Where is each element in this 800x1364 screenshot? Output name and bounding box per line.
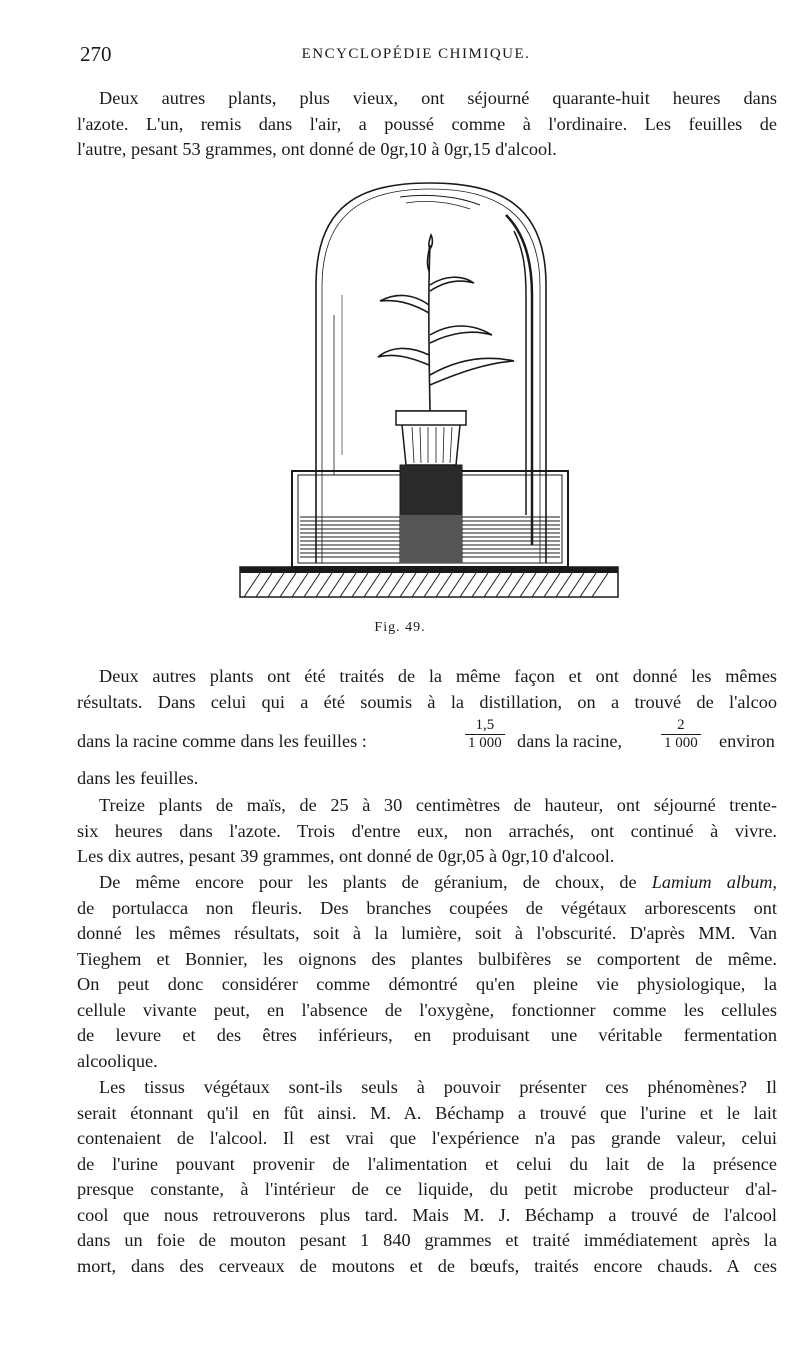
text-line: l'autre, pesant 53 grammes, ont donné de 0gr,10 à 0gr,15 d'alcool. bbox=[77, 139, 557, 159]
text-line: donné les mêmes résultats, soit à la lumière, soit à l'obscurité. D'après MM. Van bbox=[77, 923, 777, 943]
text-line: Les tissus végétaux sont-ils seuls à pouvoir présenter ces phénomènes? Il bbox=[99, 1077, 777, 1097]
text-line: Les dix autres, pesant 39 grammes, ont donné de 0gr,05 à 0gr,10 d'alcool. bbox=[77, 846, 615, 866]
fraction-denominator: 1 000 bbox=[468, 735, 502, 751]
text-line: de levure et des êtres inférieurs, en produisant une véritable fermentation bbox=[77, 1025, 777, 1045]
text-segment: De même encore pour les plants de géranium, de choux, de bbox=[99, 872, 637, 892]
text-segment: dans la racine, bbox=[517, 731, 623, 751]
text-line: de l'urine pouvant provenir de l'alimentation et celui du lait de la présence bbox=[77, 1153, 777, 1174]
paragraph-5 bbox=[77, 1075, 777, 1279]
base-plate bbox=[240, 567, 618, 597]
text-line: résultats. Dans celui qui a été soumis à la distillation, on a trouvé de l'alcoo bbox=[77, 691, 777, 712]
text-segment: environ bbox=[719, 731, 775, 751]
text-line: cool que nous retrouverons plus tard. Mais M. J. Béchamp a trouvé de l'alcool bbox=[77, 1204, 777, 1225]
text-line: contenaient de l'alcool. Il est vrai que l'expérience n'a pas grande valeur, celui bbox=[77, 1128, 777, 1148]
page-number: 270 bbox=[80, 42, 112, 66]
running-title: ENCYCLOPÉDIE CHIMIQUE. bbox=[301, 46, 531, 62]
text-line: six heures dans l'azote. Trois d'entre eux, non arrachés, ont continué à vivre. bbox=[77, 820, 777, 841]
text-line: Treize plants de maïs, de 25 à 30 centimètres de hauteur, ont séjourné trente- bbox=[99, 795, 777, 815]
text-line: Deux autres plants ont été traités de la même façon et ont donné les mêmes bbox=[99, 666, 777, 686]
fraction-line bbox=[77, 717, 777, 761]
support-block bbox=[400, 465, 462, 563]
text-line: cellule vivante peut, en l'absence de l'oxygène, fonctionner comme les cellules bbox=[77, 999, 777, 1020]
figure-bell-jar-illustration bbox=[230, 175, 630, 615]
text-line bbox=[77, 870, 777, 896]
paragraph-3 bbox=[77, 793, 777, 870]
paragraph-1 bbox=[77, 86, 777, 163]
text-line: dans un foie de mouton pesant 1 840 grammes et traité immédiatement après la bbox=[77, 1230, 777, 1250]
text-line: mort, dans des cerveaux de moutons et de bœufs, traités encore chauds. A ces bbox=[77, 1255, 777, 1276]
text-line: On peut donc considérer comme démontré qu'en pleine vie physiologique, la bbox=[77, 974, 777, 994]
fraction-numerator: 1,5 bbox=[465, 717, 505, 735]
paragraph-2 bbox=[77, 664, 777, 715]
maize-plant bbox=[378, 235, 514, 411]
fraction-numerator: 2 bbox=[661, 717, 701, 735]
text-segment: dans la racine comme dans les feuilles : bbox=[77, 731, 367, 751]
text-line: Deux autres plants, plus vieux, ont séjourné quarante-huit heures dans bbox=[99, 88, 777, 108]
fraction-1-5-per-1000 bbox=[465, 717, 505, 752]
species-name: Lamium album, bbox=[651, 872, 777, 892]
text-line: serait étonnant qu'il en fût ainsi. M. A. Béchamp a trouvé que l'urine et le lait bbox=[77, 1102, 777, 1123]
text-line: de portulacca non fleuris. Des branches coupées de végétaux arborescents ont bbox=[77, 897, 777, 918]
text-line: l'azote. L'un, remis dans l'air, a poussé comme à l'ordinaire. Les feuilles de bbox=[77, 113, 777, 134]
text-line: dans les feuilles. bbox=[77, 768, 199, 788]
paragraph-4 bbox=[77, 870, 777, 1074]
paragraph-2-end bbox=[77, 766, 777, 792]
figure-caption: Fig. 49. bbox=[374, 620, 426, 635]
flower-pot bbox=[396, 411, 466, 465]
text-line: alcoolique. bbox=[77, 1050, 158, 1071]
text-line: presque constante, à l'intérieur de ce liquide, du petit microbe producteur d'al- bbox=[77, 1179, 777, 1199]
fraction-denominator: 1 000 bbox=[664, 735, 698, 751]
fraction-2-per-1000 bbox=[661, 717, 701, 752]
page-header bbox=[80, 42, 752, 72]
text-line: Tieghem et Bonnier, les oignons des plantes bulbifères se comportent de même. bbox=[77, 948, 777, 969]
